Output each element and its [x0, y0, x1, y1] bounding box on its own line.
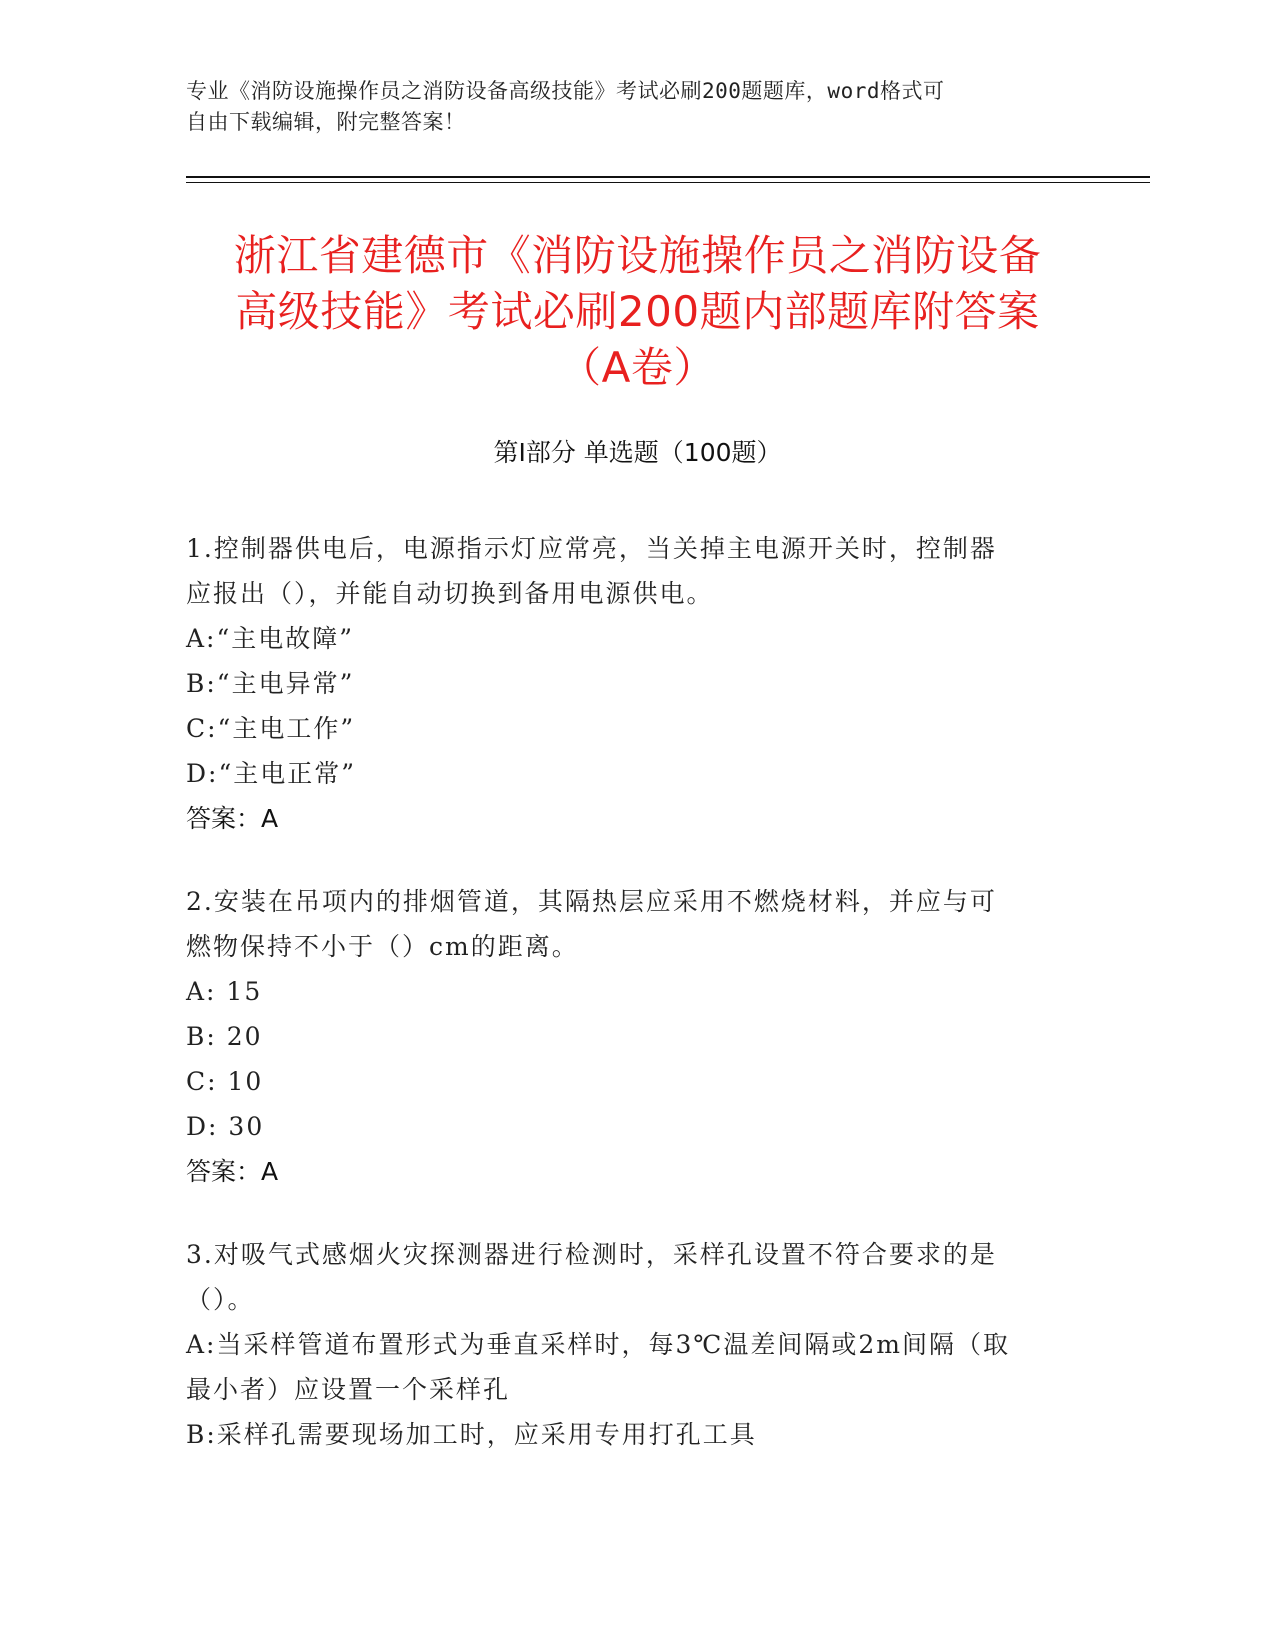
option-d: D:“主电正常” — [186, 759, 357, 788]
option-b: B: 20 — [186, 1022, 263, 1051]
document-title-line-3: （A卷） — [559, 343, 716, 392]
header-note-line-2: 自由下载编辑，附完整答案！ — [186, 110, 466, 134]
option-a: A:“主电故障” — [186, 624, 355, 653]
question-list — [186, 526, 1086, 1495]
option-c: C:“主电工作” — [186, 714, 356, 743]
option-d: D: 30 — [186, 1112, 265, 1141]
header-note — [186, 76, 1086, 138]
document-title-line-2: 高级技能》考试必刷200题内部题库附答案 — [235, 287, 1040, 336]
option-c: C: 10 — [186, 1067, 264, 1096]
header-divider-thick — [186, 176, 1150, 178]
option-a: A: 15 — [186, 977, 263, 1006]
answer-line: 答案：A — [186, 804, 279, 833]
option-a: A:当采样管道布置形式为垂直采样时，每3℃温差间隔或2m间隔（取 — [186, 1330, 1010, 1359]
question-stem: 3.对吸气式感烟火灾探测器进行检测时，采样孔设置不符合要求的是 — [186, 1240, 997, 1269]
header-note-line-1: 专业《消防设施操作员之消防设备高级技能》考试必刷200题题库，word格式可 — [186, 79, 945, 103]
question-2 — [186, 879, 1086, 1194]
answer-line: 答案：A — [186, 1157, 279, 1186]
header-divider-thin — [186, 182, 1150, 183]
question-3 — [186, 1232, 1086, 1457]
question-1 — [186, 526, 1086, 841]
option-b: B:“主电异常” — [186, 669, 355, 698]
question-stem-continued: 应报出（），并能自动切换到备用电源供电。 — [186, 579, 714, 608]
section-heading: 第Ⅰ部分 单选题（100题） — [493, 438, 782, 467]
document-title — [180, 228, 1095, 396]
question-stem-continued: （）。 — [186, 1285, 255, 1314]
document-title-line-1: 浙江省建德市《消防设施操作员之消防设备 — [233, 231, 1042, 280]
question-stem-continued: 燃物保持不小于（）cm的距离。 — [186, 932, 579, 961]
question-stem: 2.安装在吊项内的排烟管道，其隔热层应采用不燃烧材料，并应与可 — [186, 887, 997, 916]
question-stem: 1.控制器供电后，电源指示灯应常亮，当关掉主电源开关时，控制器 — [186, 534, 997, 563]
option-b: B:采样孔需要现场加工时，应采用专用打孔工具 — [186, 1420, 757, 1449]
option-a-continued: 最小者）应设置一个采样孔 — [186, 1375, 511, 1404]
